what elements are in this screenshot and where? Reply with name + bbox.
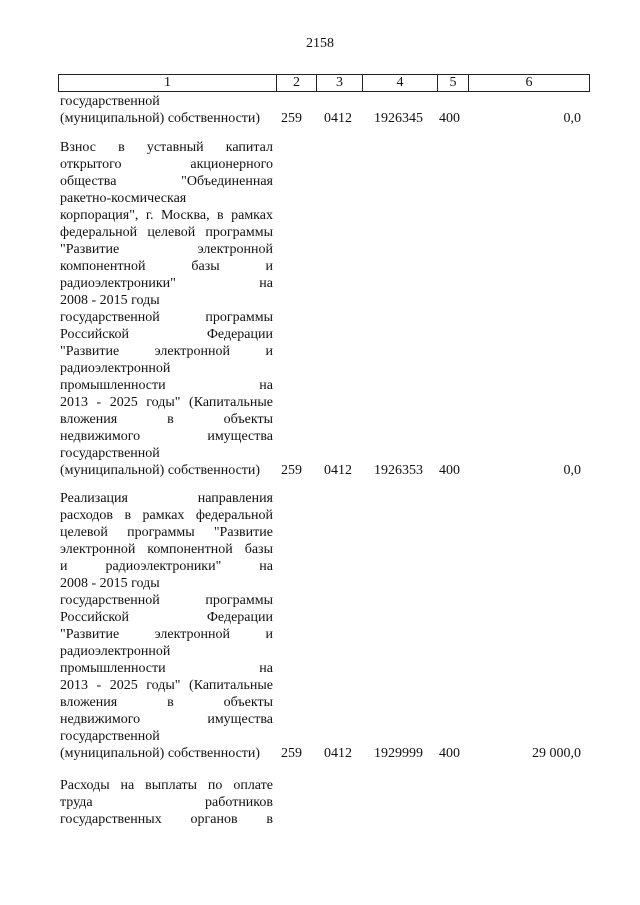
description-line: "Развитие электронной <box>60 242 273 257</box>
row-target: 1929999 <box>374 746 423 761</box>
description-line: промышленности на <box>60 378 273 393</box>
description-line: Расходы на выплаты по оплате <box>60 778 273 793</box>
description-line: государственных органов в <box>60 812 273 827</box>
row-code: 259 <box>281 463 302 478</box>
column-header-3: 3 <box>317 75 363 92</box>
description-line: расходов в рамках федеральной <box>60 508 273 523</box>
row-type: 400 <box>439 463 460 478</box>
row-section: 0412 <box>324 463 352 478</box>
description-line: государственной <box>60 94 160 109</box>
column-header-1: 1 <box>59 75 277 92</box>
description-line: 2008 - 2015 годы <box>60 293 160 308</box>
row-type: 400 <box>439 746 460 761</box>
description-line: "Развитие электронной и <box>60 627 273 642</box>
column-header-table <box>58 74 590 92</box>
description-line: общества "Объединенная <box>60 174 273 189</box>
row-type: 400 <box>439 111 460 126</box>
column-header-4: 4 <box>363 75 438 92</box>
description-line: вложения в объекты <box>60 695 273 710</box>
description-line: вложения в объекты <box>60 412 273 427</box>
row-amount: 29 000,0 <box>532 746 581 761</box>
description-line: и радиоэлектроники" на <box>60 559 273 574</box>
description-line: труда работников <box>60 795 273 810</box>
row-description <box>60 139 273 479</box>
description-line: компонентной базы и <box>60 259 273 274</box>
description-line: (муниципальной) собственности) <box>60 746 261 761</box>
description-line: радиоэлектроники" на <box>60 276 273 291</box>
description-line: промышленности на <box>60 661 273 676</box>
description-line: недвижимого имущества <box>60 712 273 727</box>
row-description <box>60 777 273 828</box>
row-target: 1926353 <box>374 463 423 478</box>
row-section: 0412 <box>324 111 352 126</box>
column-header-6: 6 <box>469 75 590 92</box>
description-line: государственной программы <box>60 593 273 608</box>
column-header-2: 2 <box>277 75 317 92</box>
row-code: 259 <box>281 746 302 761</box>
row-description <box>60 490 273 762</box>
description-line: корпорация", г. Москва, в рамках <box>60 208 273 223</box>
description-line: целевой программы "Развитие <box>60 525 273 540</box>
row-target: 1926345 <box>374 111 423 126</box>
description-line: 2008 - 2015 годы <box>60 576 160 591</box>
row-section: 0412 <box>324 746 352 761</box>
description-line: (муниципальной) собственности) <box>60 463 261 478</box>
column-header-5: 5 <box>438 75 469 92</box>
description-line: недвижимого имущества <box>60 429 273 444</box>
description-line: (муниципальной) собственности) <box>60 111 261 126</box>
row-amount: 0,0 <box>563 463 581 478</box>
description-line: радиоэлектронной <box>60 361 171 376</box>
column-header-row <box>59 75 590 92</box>
description-line: 2013 - 2025 годы" (Капитальные <box>60 395 273 410</box>
description-line: государственной программы <box>60 310 273 325</box>
description-line: государственной <box>60 729 160 744</box>
description-line: федеральной целевой программы <box>60 225 273 240</box>
description-line: радиоэлектронной <box>60 644 171 659</box>
description-line: Российской Федерации <box>60 327 273 342</box>
row-code: 259 <box>281 111 302 126</box>
description-line: "Развитие электронной и <box>60 344 273 359</box>
description-line: 2013 - 2025 годы" (Капитальные <box>60 678 273 693</box>
description-line: Взнос в уставный капитал <box>60 140 273 155</box>
page-number: 2158 <box>306 36 334 51</box>
description-line: ракетно-космическая <box>60 191 187 206</box>
description-line: электронной компонентной базы <box>60 542 273 557</box>
description-line: Российской Федерации <box>60 610 273 625</box>
row-description <box>60 93 273 127</box>
description-line: государственной <box>60 446 160 461</box>
description-line: открытого акционерного <box>60 157 273 172</box>
row-amount: 0,0 <box>563 111 581 126</box>
description-line: Реализация направления <box>60 491 273 506</box>
